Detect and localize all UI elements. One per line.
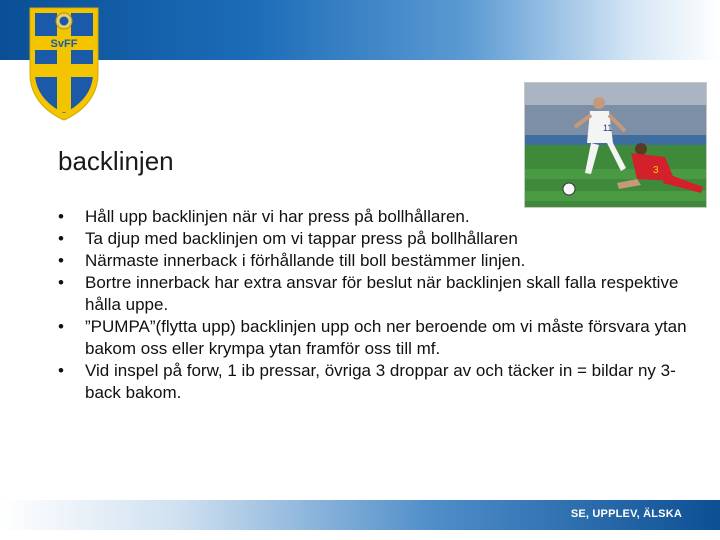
bullet-item: • Ta djup med backlinjen om vi tappar press på bollhållaren bbox=[58, 228, 698, 250]
slide-title: backlinjen bbox=[58, 146, 174, 176]
bullet-item: • Bortre innerback har extra ansvar för beslut när backlinjen skall falla respektive hålla uppe. bbox=[58, 272, 698, 316]
bullet-item: • Vid inspel på forw, 1 ib pressar, övriga 3 droppar av och täcker in = bildar ny 3-back bakom. bbox=[58, 360, 698, 404]
football-photo bbox=[524, 82, 707, 208]
bullet-list bbox=[58, 206, 698, 404]
svg-text:11: 11 bbox=[603, 123, 613, 133]
svg-text:3: 3 bbox=[653, 165, 659, 176]
svg-text:SvFF: SvFF bbox=[50, 38, 78, 50]
footer-bar bbox=[0, 500, 720, 530]
footer-slogan: SE, UPPLEV, ÄLSKA bbox=[570, 508, 682, 520]
header-bar bbox=[0, 0, 720, 60]
svff-logo bbox=[24, 4, 104, 122]
bullet-item: • Närmaste innerback i förhållande till boll bestämmer linjen. bbox=[58, 250, 698, 272]
bullet-item: • ”PUMPA”(flytta upp) backlinjen upp och ner beroende om vi måste försvara ytan bakom oss eller krympa ytan framför oss till mf. bbox=[58, 316, 698, 360]
bullet-item: • Håll upp backlinjen när vi har press på bollhållaren. bbox=[58, 206, 698, 228]
